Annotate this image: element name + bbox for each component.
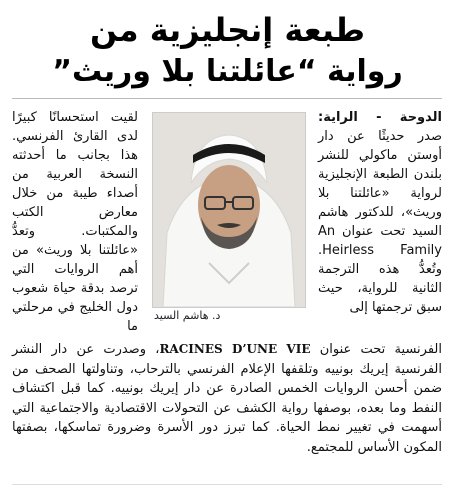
headline-line-2: رواية “عائلتنا بلا وريث”	[52, 54, 403, 89]
article-text-right: صدر حديثًا عن دار أوستن ماكولي للنشر بلندن الطبعة الإنجليزية لرواية «عائلتنا بلا وريث»، للدكتور هاشم السيد تحت عنوان An Heirless Family. وتُعدُّ هذه الترجمة الثانية للرواية، حيث سبق ترجمتها إلى	[318, 129, 442, 315]
article-column-right	[318, 108, 442, 317]
dateline: الدوحة - الراية:	[318, 110, 442, 125]
portrait-image	[153, 113, 305, 307]
article-text-left: لقيت استحسانًا كبيرًا لدى القارئ الفرنسي. هذا بجانب ما أحدثته النسخة العربية من أصداء طيبة من خلال معارض الكتب والمكتبات. وتعدُّ «عائلتنا بلا وريث» من أهم الروايات التي ترصد بدقة حياة شعوب دول الخليج في مرحلتي ما	[12, 110, 138, 334]
bottom-line-intro: الفرنسية تحت عنوان	[319, 342, 442, 357]
photo-caption: د. هاشم السيد	[154, 309, 221, 322]
french-title-part-1: RACINES	[159, 342, 223, 356]
article-text-bottom	[12, 340, 442, 457]
french-title-part-2: D’UNE VIE	[231, 342, 311, 356]
article-column-left	[12, 108, 138, 336]
bottom-text-left: قبل اكتشاف النفط وما بعده، بوصفها رواية الكشف عن التحولات الاقتصادية والاجتماعية التي أسهمت في تغيير نمط الحياة. كما تبرز دور الأسرة وضرورة تماسكها، بصفتها المكون الأساس للمجتمع.	[12, 381, 442, 455]
divider	[12, 98, 442, 99]
headline-line-1: طبعة إنجليزية من	[89, 11, 366, 49]
bottom-text-right: ، وصدرت عن دار النشر الفرنسية إيريك بونييه وتلقفها الإعلام الفرنسي بالترحاب، وتناولتها الصحف من ضمن أحسن الروايات الخمس الصادرة عن دار إيريك بونييه. كما	[12, 342, 442, 396]
divider-bottom	[12, 484, 442, 485]
author-photo	[152, 112, 306, 308]
